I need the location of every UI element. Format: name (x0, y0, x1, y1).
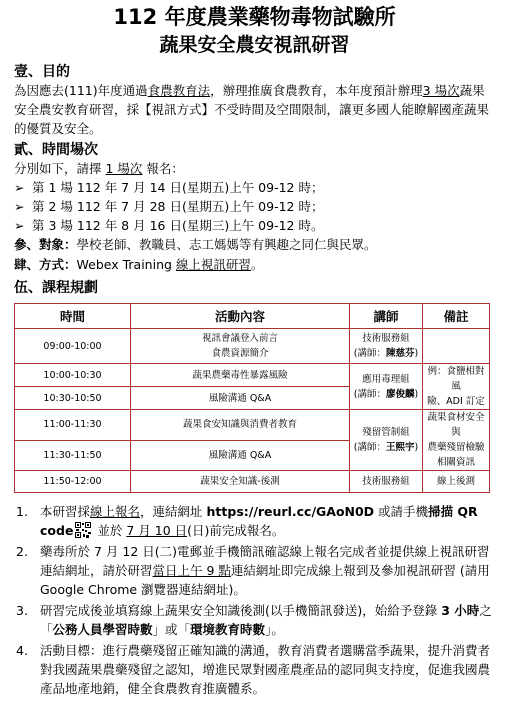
note-item (14, 542, 494, 599)
section-4-text-c: 。 (250, 257, 264, 272)
table-row (15, 471, 490, 493)
page-title: 112 年度農業藥物毒物試驗所 (113, 5, 396, 29)
section-2-intro (14, 159, 184, 178)
note-text: 線上報名 (90, 504, 141, 519)
row-activity-line: 食農資源簡介 (211, 348, 269, 359)
session-3 (14, 216, 323, 235)
row-time: 10:30-10:50 (15, 387, 131, 410)
row-activity: 蔬果農藥毒性暴露風險 (131, 364, 350, 387)
row-activity: 風險溝通 Q&A (131, 440, 350, 471)
row-time: 09:00-10:00 (15, 329, 131, 364)
arrow-bullet-icon: ➢ (14, 199, 25, 214)
lecturer-unit: 殘留管制組 (362, 427, 410, 438)
lecturer-name-prefix: (講師： (353, 442, 386, 453)
page-subtitle: 蔬果安全農安視訊研習 (159, 34, 350, 56)
section-4-heading: 肆、方式： (14, 257, 77, 272)
section-1-text-b: 食農教育法 (147, 83, 211, 98)
section-2-heading: 貳、時間場次 (14, 142, 98, 158)
row-time: 11:00-11:30 (15, 410, 131, 441)
notes-list (14, 502, 494, 700)
table-row (15, 329, 490, 364)
remark-line: 例：食鹽相對風 (427, 366, 485, 392)
note-item (14, 601, 494, 639)
note-number: 4. (16, 643, 28, 658)
lecturer-name-value: 廖俊麟 (385, 388, 415, 400)
section-2-intro-c: 報名： (146, 161, 184, 176)
section-3 (14, 235, 377, 254)
table-row (15, 364, 490, 387)
note-number: 3. (16, 603, 28, 618)
note-text: ，連結網址 (140, 504, 207, 519)
arrow-bullet-icon: ➢ (14, 180, 25, 195)
header-remark: 備註 (423, 304, 490, 329)
section-4-text-b: 線上視訊研習 (175, 257, 251, 272)
section-2-intro-a: 分別如下，請擇 (14, 161, 102, 176)
row-activity-line: 視訊會議登入前言 (201, 333, 278, 344)
section-1-text-e: 蔬果安全農安教育研習，採【視訊方式】不受時間及空間限制，讓更多國人能瞭解國產蔬果的優質及安全。 (14, 83, 490, 136)
registration-link[interactable]: https://reurl.cc/GAoN0D (206, 504, 375, 519)
qr-code-icon[interactable] (75, 522, 91, 538)
session-1 (14, 178, 323, 197)
note-number: 1. (16, 504, 28, 519)
section-5-heading: 伍、課程規劃 (14, 280, 98, 296)
lecturer-name-prefix: (講師： (353, 388, 386, 400)
session-2 (14, 197, 323, 216)
note-text: 7 月 10 日 (126, 523, 188, 538)
note-text: 本研習採 (40, 504, 91, 519)
note-item (14, 641, 494, 698)
table-row (15, 410, 490, 441)
lecturer-name (352, 440, 420, 455)
lecturer-name-prefix: (講師： (353, 348, 386, 359)
header-time: 時間 (15, 304, 131, 329)
section-1-heading: 壹、目的 (14, 64, 70, 80)
row-lecturer (350, 329, 423, 364)
lecturer-name-value: 陳慈芬 (385, 348, 415, 359)
table-header-row (15, 304, 490, 329)
note-body (40, 542, 494, 599)
note-text: 連結網址即完成線上報到及參加視訊研習 (請用 Google Chrome 瀏覽器連結網址)。 (40, 563, 490, 597)
remark-line: 蔬果食材安全與 (427, 412, 485, 438)
session-3-text: 第 3 場 112 年 8 月 16 日(星期三)上午 09-12 時。 (32, 218, 324, 233)
row-lecturer: 技術服務組 (350, 471, 423, 493)
section-1-text (14, 81, 494, 138)
remark-line: 險、ADI 訂定 (427, 396, 485, 407)
row-remark: 線上後測 (423, 471, 490, 493)
note-body: 活動目標：進行農藥殘留正確知識的溝通，教育消費者選購當季蔬果，提升消費者對我國蔬果農藥殘留之認知，增進民眾對國產農產品的認同與支持度，促進我國農產品地產地銷，健全食農教育推廣體系。 (40, 643, 491, 696)
lecturer-name (352, 387, 420, 402)
row-activity: 蔬果食安知識與消費者教育 (131, 410, 350, 441)
row-remark (423, 329, 490, 364)
row-activity (131, 329, 350, 364)
note-text: (日)前完成報名。 (187, 523, 285, 538)
note-text: 並於 (93, 523, 127, 538)
lecturer-name-suffix: ) (414, 388, 419, 400)
lecturer-unit: 技術服務組 (362, 333, 410, 344)
row-activity: 風險溝通 Q&A (131, 387, 350, 410)
section-3-heading: 參、對象： (14, 237, 77, 252)
arrow-bullet-icon: ➢ (14, 218, 25, 233)
row-remark (423, 410, 490, 471)
note-text: 」或「 (152, 622, 191, 637)
note-number: 2. (16, 544, 28, 559)
note-text: 掃描 QR code (40, 504, 478, 538)
note-text: 環境教育時數 (190, 622, 266, 637)
section-3-text: 學校老師、教職員、志工媽媽等有興趣之同仁與民眾。 (76, 237, 377, 252)
row-time: 11:50-12:00 (15, 471, 131, 493)
note-body (40, 601, 494, 639)
lecturer-unit: 應用毒理組 (362, 373, 410, 385)
note-text: 3 小時 (441, 603, 480, 618)
section-1-text-c: ，辦理推廣食農教育，本年度預計辦理 (210, 83, 423, 98)
note-text: 或請手機 (374, 504, 429, 519)
section-4 (14, 255, 263, 274)
row-activity: 蔬果安全知識-後測 (131, 471, 350, 493)
header-lecturer: 講師 (350, 304, 423, 329)
row-time: 10:00-10:30 (15, 364, 131, 387)
note-text: 公務人員學習時數 (52, 622, 153, 637)
section-2-intro-b: 1 場次 (105, 161, 143, 176)
row-lecturer (350, 364, 423, 410)
schedule-table (14, 303, 490, 493)
note-text: 」。 (265, 622, 284, 637)
lecturer-name-value: 王熙宇 (385, 442, 415, 453)
note-body (40, 502, 494, 540)
header-activity: 活動內容 (131, 304, 350, 329)
section-1-text-a: 為因應去(111)年度通過 (14, 83, 148, 98)
session-1-text: 第 1 場 112 年 7 月 14 日(星期五)上午 09-12 時； (32, 180, 324, 195)
row-lecturer (350, 410, 423, 471)
lecturer-name-suffix: ) (414, 442, 419, 453)
note-text: 藥毒所於 7 月 12 日(二)電郵並手機簡訊確認線上報名完成者並提供線上視訊研習連結網址，請於研習 (40, 544, 490, 578)
row-time: 11:30-11:50 (15, 440, 131, 471)
lecturer-name (352, 346, 420, 361)
note-text: 當日上午 9 點 (152, 563, 231, 578)
session-2-text: 第 2 場 112 年 7 月 28 日(星期五)上午 09-12 時； (32, 199, 324, 214)
section-4-text-a: Webex Training (76, 257, 176, 272)
section-1-text-d: 3 場次 (422, 83, 460, 98)
note-text: 研習完成後並填寫線上蔬果安全知識後測(以手機簡訊發送)，始給予登錄 (40, 603, 442, 618)
note-item (14, 502, 494, 540)
remark-line: 相關資訊 (436, 457, 475, 468)
note-text: 之「 (40, 603, 492, 637)
row-remark (423, 364, 490, 410)
remark-line: 農藥殘留檢驗 (427, 442, 485, 453)
lecturer-name-suffix: ) (414, 348, 419, 359)
